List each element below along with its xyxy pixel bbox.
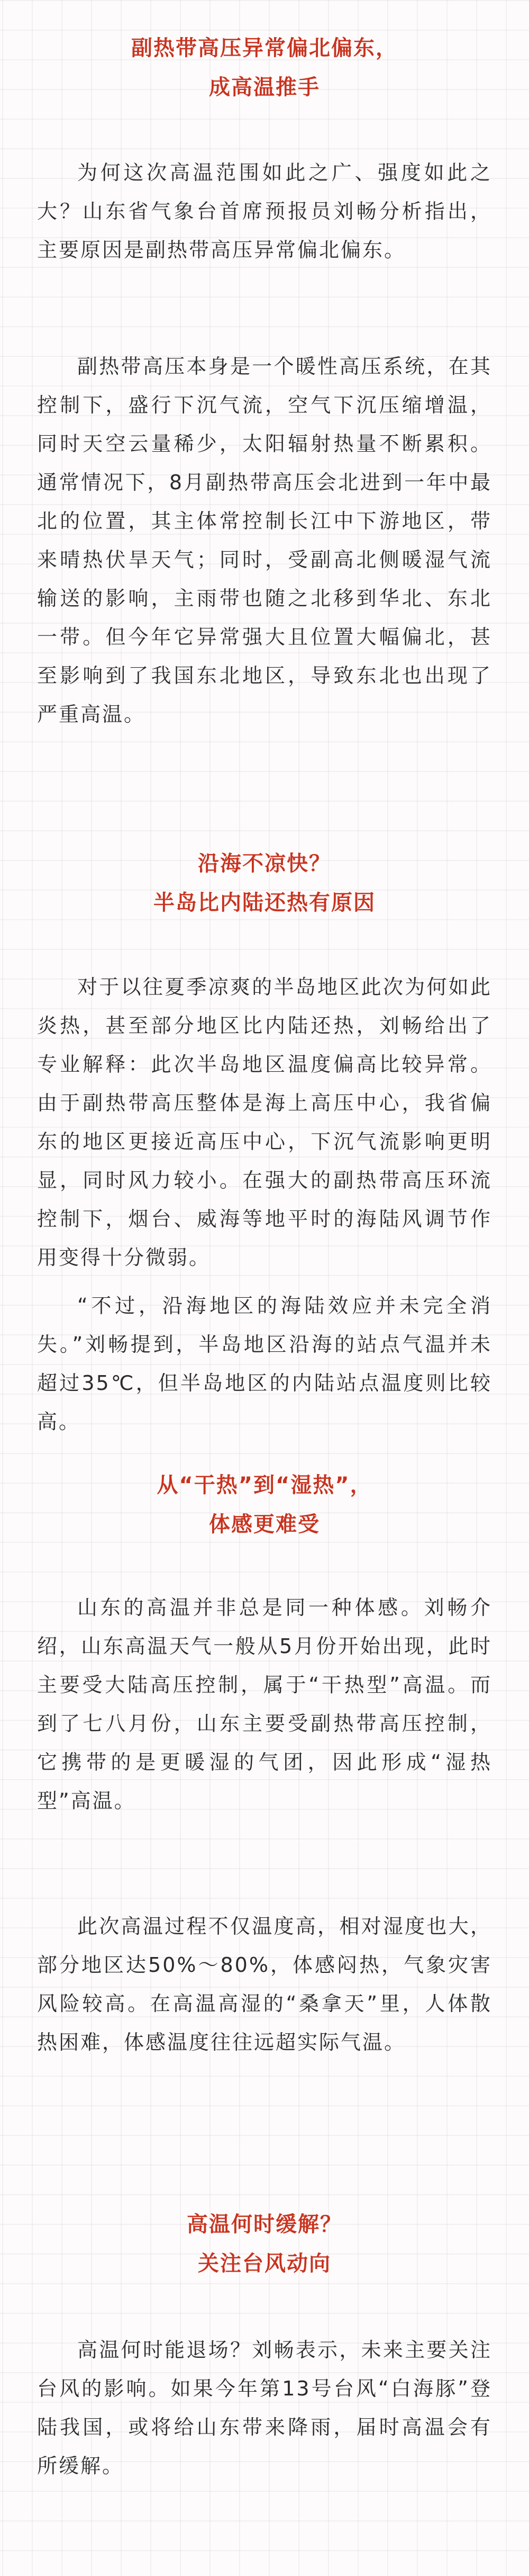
paragraph: 为何这次高温范围如此之广、强度如此之大？山东省气象台首席预报员刘畅分析指出，主要原因是副热带高压异常偏北偏东。 bbox=[37, 161, 492, 262]
paragraph: 此次高温过程不仅温度高，相对湿度也大，部分地区达50%～80%，体感闷热，气象灾害风险较高。在高温高湿的“桑拿天”里，人体散热困难，体感温度往往远超实际气温。 bbox=[37, 1915, 492, 2054]
heading-line: 副热带高压异常偏北偏东， bbox=[131, 36, 398, 60]
section-heading-subtropical-high bbox=[37, 29, 492, 107]
heading-line: 沿海不凉快？ bbox=[198, 851, 331, 876]
paragraph: 副热带高压本身是一个暖性高压系统，在其控制下，盛行下沉气流，空气下沉压缩增温，同时天空云量稀少，太阳辐射热量不断累积。通常情况下，8月副热带高压会北进到一年中最北的位置，其主体常控制长江中下游地区，带来晴热伏旱天气；同时，受副高北侧暖湿气流输送的影响，主雨带也随之北移到华北、东北一带。但今年它异常强大且位置大幅偏北，甚至影响到了我国东北地区，导致东北也出现了严重高温。 bbox=[37, 355, 492, 726]
heading-line: 成高温推手 bbox=[209, 75, 320, 100]
section-heading-dry-to-humid bbox=[37, 1466, 492, 1544]
paragraph: 对于以往夏季凉爽的半岛地区此次为何如此炎热，甚至部分地区比内陆还热，刘畅给出了专业解释：此次半岛地区温度偏高比较异常。由于副热带高压整体是海上高压中心，我省偏东的地区更接近高压中心，下沉气流影响更明显，同时风力较小。在强大的副热带高压环流控制下，烟台、威海等地平时的海陆风调节作用变得十分微弱。 bbox=[37, 975, 492, 1269]
paragraph: 山东的高温并非总是同一种体感。刘畅介绍，山东高温天气一般从5月份开始出现，此时主要受大陆高压控制，属于“干热型”高温。而到了七八月份，山东主要受副热带高压控制，它携带的是更暖湿的气团，因此形成“湿热型”高温。 bbox=[37, 1596, 492, 1812]
heading-line: 半岛比内陆还热有原因 bbox=[153, 891, 376, 915]
heading-line: 关注台风动向 bbox=[198, 2251, 331, 2276]
paragraph: 高温何时能退场？刘畅表示，未来主要关注台风的影响。如果今年第13号台风“白海豚”登陆我国，或将给山东带来降雨，届时高温会有所缓解。 bbox=[37, 2338, 492, 2478]
section-heading-coastal-heat bbox=[37, 844, 492, 922]
paragraph: “不过，沿海地区的海陆效应并未完全消失。”刘畅提到，半岛地区沿海的站点气温并未超过35℃，但半岛地区的内陆站点温度则比较高。 bbox=[37, 1294, 492, 1433]
heading-line: 高温何时缓解？ bbox=[187, 2212, 342, 2237]
heading-line: 体感更难受 bbox=[209, 1512, 320, 1537]
heading-line: 从“干热”到“湿热”， bbox=[157, 1473, 372, 1497]
section-heading-typhoon bbox=[37, 2205, 492, 2283]
